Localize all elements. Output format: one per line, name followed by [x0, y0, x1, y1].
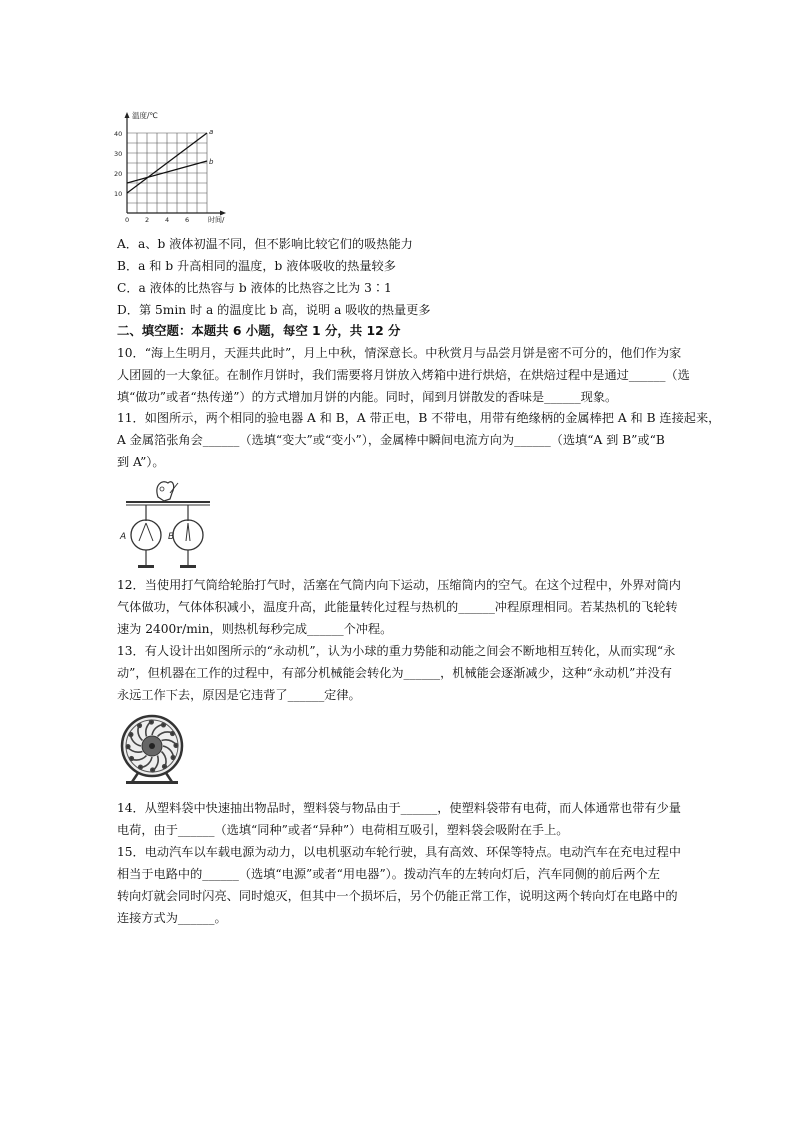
q15-line-4: 连接方式为______。 [117, 911, 227, 925]
x-axis-arrow [220, 211, 226, 216]
q11-line-3: 到 A”）。 [117, 455, 165, 469]
q12-line-3: 速为 2400r/min，则热机每秒完成______个冲程。 [117, 622, 393, 636]
q9-option-b: B．a 和 b 升高相同的温度，b 液体吸收的热量较多 [117, 259, 396, 273]
wheel-ball [151, 768, 155, 772]
perpetual-motion-wheel-figure [116, 713, 188, 785]
y-tick-label: 40 [114, 130, 123, 138]
q15-line-3: 转向灯就会同时闪亮、同时熄灭，但其中一个损坏后，另个仍能正常工作，说明这两个转向灯在电路中的 [117, 889, 678, 903]
q14-line-2: 电荷，由于______（选填“同种”或者“异种”）电荷相互吸引，塑料袋会吸附在手上。 [117, 823, 569, 837]
wheel-ball [129, 733, 133, 737]
q12-line-2: 气体做功，气体体积减小，温度升高，此能量转化过程与热机的______冲程原理相同。若某热机的飞轮转 [117, 600, 678, 614]
wheel-ball [171, 732, 175, 736]
x-tick-label: 6 [185, 216, 190, 223]
q15-line-2: 相当于电路中的______（选填“电源”或者“用电器”）。拨动汽车的左转向灯后，汽车同侧的前后两个左 [117, 867, 660, 881]
electroscope-b-label: B [168, 532, 175, 542]
wheel-ball [126, 745, 130, 749]
q13-line-1: 13．有人设计出如图所示的“永动机”，认为小球的重力势能和动能之间会不断地相互转化，从而实现“永 [117, 644, 676, 658]
q11-line-2: A 金属箔张角会______（选填“变大”或“变小”），金属棒中瞬间电流方向为______（选填“A 到 B”或“B [117, 433, 665, 447]
x-axis-label: 时间/ [208, 216, 225, 223]
q12-line-1: 12．当使用打气筒给轮胎打气时，活塞在气筒内向下运动，压缩筒内的空气。在这个过程中，外界对筒内 [117, 578, 681, 592]
q9-option-c: C．a 液体的比热容与 b 液体的比热容之比为 3∶1 [117, 281, 392, 295]
wheel-ball [150, 720, 154, 724]
wheel-ball [138, 724, 142, 728]
q9-option-d: D．第 5min 时 a 的温度比 b 高，说明 a 吸收的热量更多 [117, 303, 431, 317]
q15-line-1: 15．电动汽车以车载电源为动力，以电机驱动车轮行驶，具有高效、环保等特点。电动汽车在充电过程中 [117, 845, 681, 859]
section-2-heading: 二、填空题：本题共 6 小题，每空 1 分，共 12 分 [117, 323, 401, 338]
q10-line-2: 人团圆的一大象征。在制作月饼时，我们需要将月饼放入烤箱中进行烘焙，在烘焙过程中是通过______（选 [117, 368, 690, 382]
x-tick-label: 2 [145, 216, 150, 223]
q10-line-1: 10．“海上生明月，天涯共此时”，月上中秋，情深意长。中秋赏月与品尝月饼是密不可分的，他们作为家 [117, 346, 682, 360]
wheel-ball [163, 765, 167, 769]
q14-line-1: 14．从塑料袋中快速抽出物品时，塑料袋与物品由于______，使塑料袋带有电荷，而人体通常也带有少量 [117, 801, 681, 815]
y-tick-label: 10 [114, 190, 123, 198]
y-axis-arrow [125, 112, 130, 118]
series-label-b: b [209, 158, 214, 166]
q13-line-3: 永远工作下去，原因是它违背了______定律。 [117, 688, 361, 702]
wheel-ball [174, 744, 178, 748]
x-tick-label: 4 [165, 216, 170, 223]
temperature-time-chart [112, 108, 227, 223]
chart-grid [127, 133, 207, 213]
q9-option-a: A．a、b 液体初温不同，但不影响比较它们的吸热能力 [117, 237, 413, 251]
q11-line-1: 11．如图所示，两个相同的验电器 A 和 B，A 带正电，B 不带电，用带有绝缘柄的金属棒把 A 和 B 连接起来， [117, 411, 721, 425]
y-tick-label: 20 [114, 170, 123, 178]
wheel-ball [130, 757, 134, 761]
electroscope-figure [118, 475, 218, 573]
electroscope-a-label: A [120, 532, 127, 542]
series-label-a: a [209, 128, 214, 136]
wheel-ball [139, 765, 143, 769]
q13-line-2: 动”，但机器在工作的过程中，有部分机械能会转化为______，机械能会逐渐减少，这种“永动机”并没有 [117, 666, 672, 680]
y-tick-label: 30 [114, 150, 123, 158]
y-axis-label: 温度/℃ [132, 111, 158, 120]
q10-line-3: 填“做功”或者“热传递”）的方式增加月饼的内能。同时，闻到月饼散发的香味是______现象。 [117, 390, 618, 404]
wheel-ball [171, 756, 175, 760]
x-tick-label: 0 [125, 216, 130, 223]
wheel-ball [162, 723, 166, 727]
